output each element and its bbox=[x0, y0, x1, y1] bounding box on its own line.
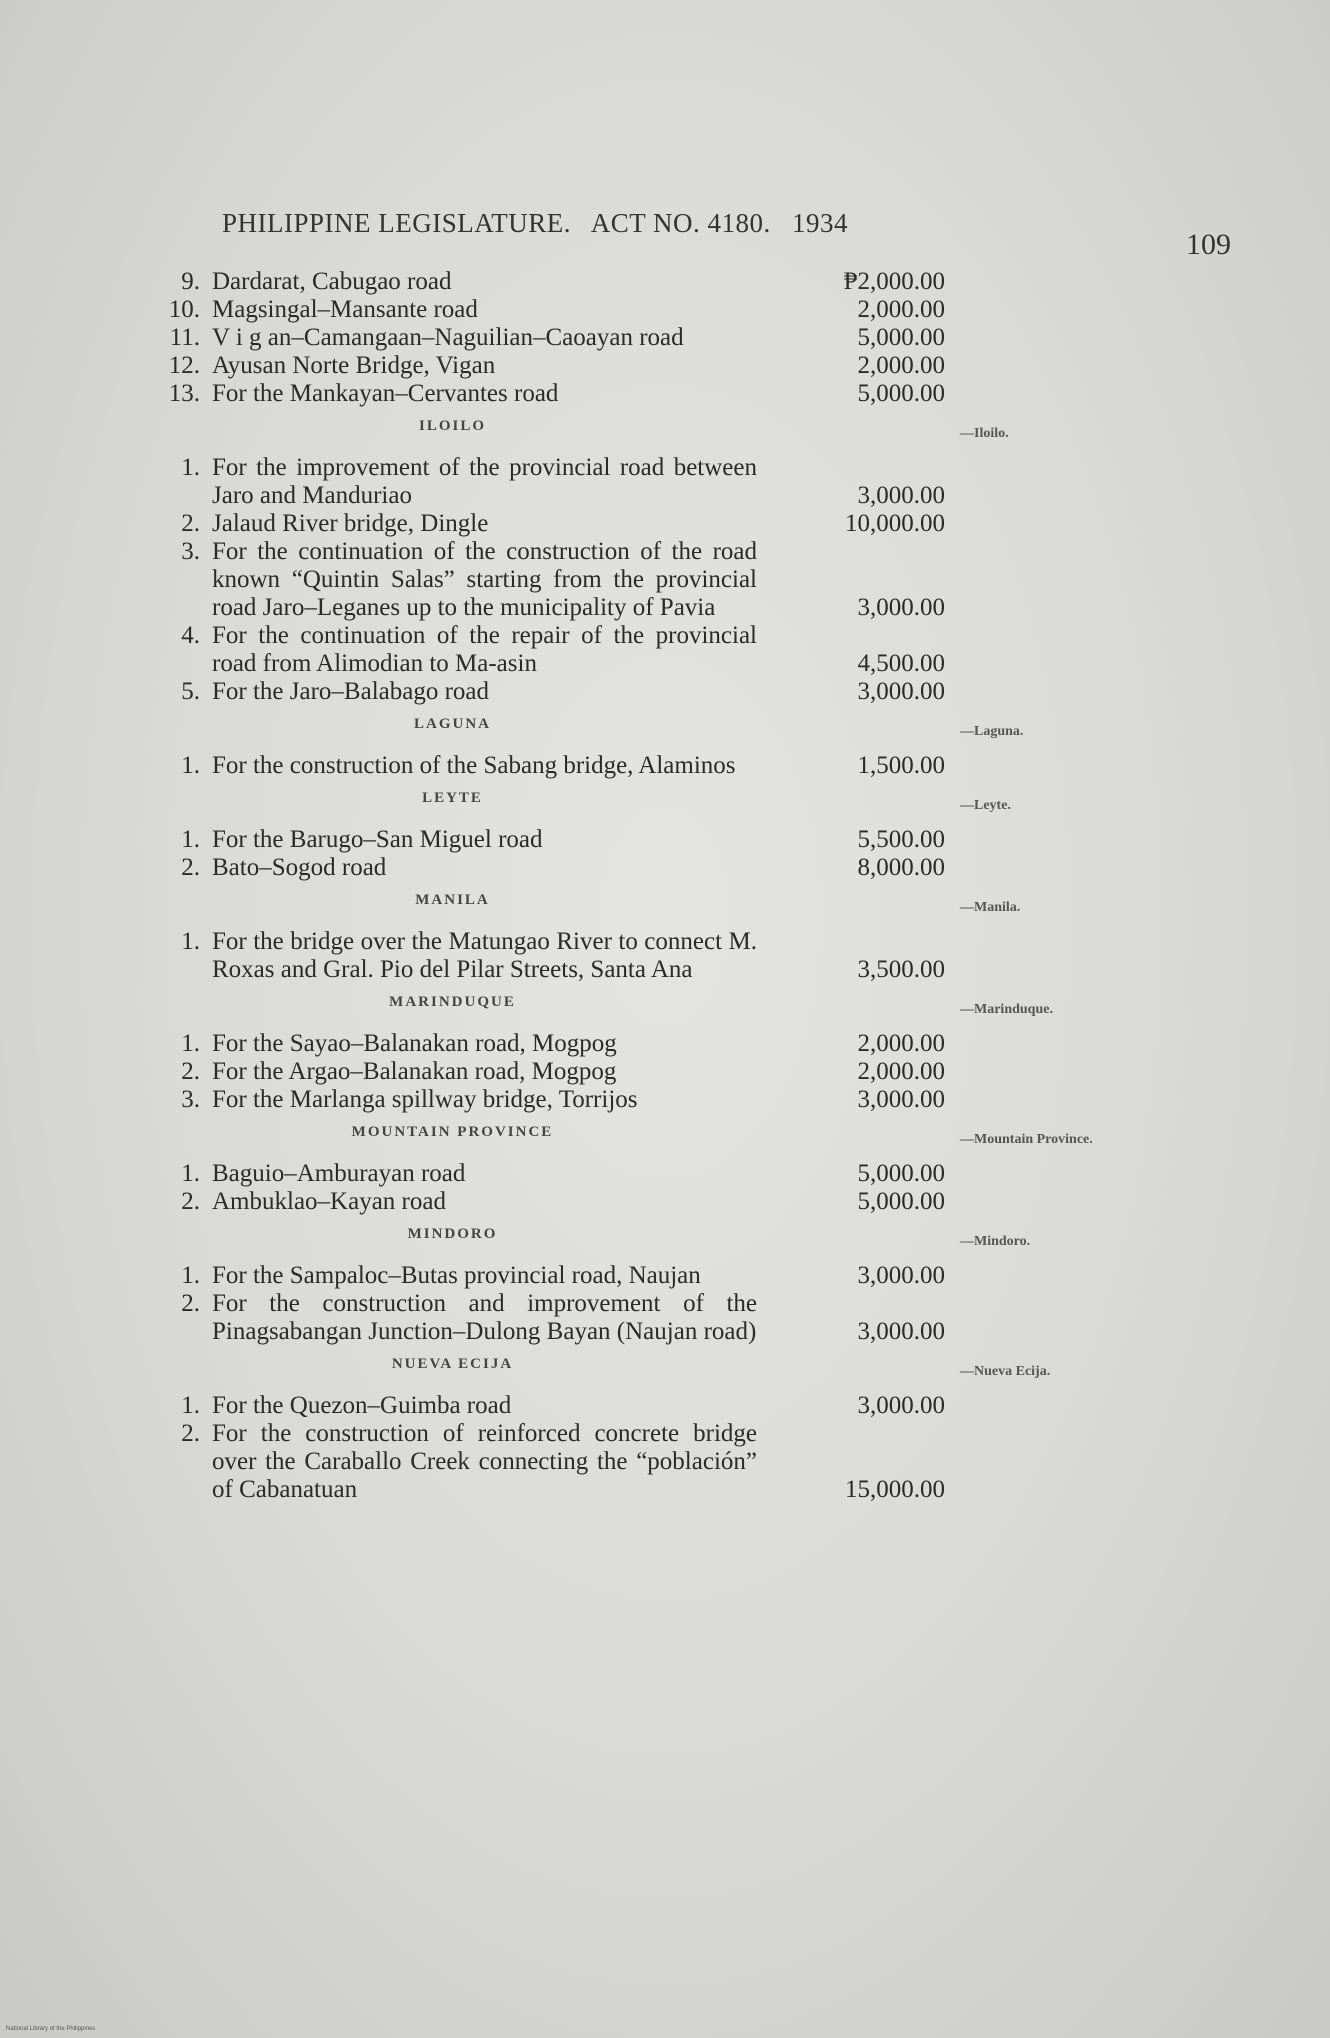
item-amount: 2,000.00 bbox=[857, 296, 945, 323]
line-item bbox=[150, 268, 1150, 296]
item-number: 9. bbox=[181, 268, 200, 295]
item-amount: 1,500.00 bbox=[857, 752, 945, 779]
item-number: 2. bbox=[181, 1058, 200, 1085]
item-amount: 2,000.00 bbox=[857, 1058, 945, 1085]
section-heading bbox=[150, 1216, 1150, 1262]
section-name: MANILA bbox=[415, 892, 490, 908]
line-item bbox=[150, 352, 1150, 380]
item-amount: 5,000.00 bbox=[857, 1188, 945, 1215]
line-item bbox=[150, 1030, 1150, 1058]
line-item bbox=[150, 928, 1150, 984]
item-number: 1. bbox=[181, 1262, 200, 1289]
margin-note: —Laguna. bbox=[960, 724, 1024, 739]
item-number: 1. bbox=[181, 1030, 200, 1057]
item-description: For the construction of reinforced concrete bridge over the Caraballo Creek connecting the “población” of Cabanatuan bbox=[212, 1420, 757, 1503]
line-item bbox=[150, 1058, 1150, 1086]
item-amount: 2,000.00 bbox=[857, 1030, 945, 1057]
item-number: 1. bbox=[181, 1160, 200, 1187]
line-item bbox=[150, 380, 1150, 408]
item-number: 2. bbox=[181, 854, 200, 881]
item-amount: 3,000.00 bbox=[857, 1392, 945, 1419]
item-amount: 2,000.00 bbox=[857, 352, 945, 379]
margin-note: —Mountain Province. bbox=[960, 1132, 1093, 1147]
item-number: 12. bbox=[168, 352, 200, 379]
header-act: ACT NO. 4180. bbox=[590, 208, 771, 238]
item-description: Magsingal–Mansante road bbox=[212, 296, 478, 323]
item-description: Ambuklao–Kayan road bbox=[212, 1188, 446, 1215]
item-description: For the Barugo–San Miguel road bbox=[212, 826, 543, 853]
line-item bbox=[150, 1086, 1150, 1114]
header-legislature: PHILIPPINE LEGISLATURE. bbox=[222, 208, 571, 238]
item-number: 4. bbox=[181, 622, 200, 649]
item-description: For the Mankayan–Cervantes road bbox=[212, 380, 559, 407]
item-description: Jalaud River bridge, Dingle bbox=[212, 510, 489, 537]
line-item bbox=[150, 324, 1150, 352]
item-number: 2. bbox=[181, 1420, 200, 1447]
margin-note: —Iloilo. bbox=[960, 426, 1009, 441]
line-item bbox=[150, 678, 1150, 706]
item-amount: 3,000.00 bbox=[857, 1318, 945, 1345]
item-number: 2. bbox=[181, 1188, 200, 1215]
item-number: 1. bbox=[181, 454, 200, 481]
line-item bbox=[150, 1188, 1150, 1216]
line-item bbox=[150, 1392, 1150, 1420]
line-item bbox=[150, 1262, 1150, 1290]
item-amount: ₱2,000.00 bbox=[843, 268, 945, 295]
item-description: For the continuation of the repair of the provincial road from Alimodian to Ma-asin bbox=[212, 622, 757, 677]
section-heading bbox=[150, 408, 1150, 454]
item-amount: 5,500.00 bbox=[857, 826, 945, 853]
margin-note: —Manila. bbox=[960, 900, 1021, 915]
item-amount: 3,000.00 bbox=[857, 1262, 945, 1289]
item-description: For the continuation of the construction of the road known “Quintin Salas” starting from the provincial road Jaro–Leganes up to the municipality of Pavia bbox=[212, 538, 757, 621]
item-description: For the Quezon–Guimba road bbox=[212, 1392, 512, 1419]
section-name: MOUNTAIN PROVINCE bbox=[351, 1124, 554, 1140]
margin-note: —Leyte. bbox=[960, 798, 1011, 813]
item-number: 5. bbox=[181, 678, 200, 705]
line-item bbox=[150, 826, 1150, 854]
line-item bbox=[150, 1160, 1150, 1188]
item-description: Baguio–Amburayan road bbox=[212, 1160, 466, 1187]
footer-credit: National Library of the Philippines bbox=[6, 2026, 96, 2032]
item-description: For the construction and improvement of the Pinagsabangan Junction–Dulong Bayan (Naujan road) bbox=[212, 1290, 757, 1345]
section-name: ILOILO bbox=[418, 418, 487, 434]
item-number: 3. bbox=[181, 1086, 200, 1113]
item-amount: 3,000.00 bbox=[857, 678, 945, 705]
section-heading bbox=[150, 1114, 1150, 1160]
item-number: 1. bbox=[181, 826, 200, 853]
item-amount: 10,000.00 bbox=[845, 510, 945, 537]
item-number: 2. bbox=[181, 510, 200, 537]
item-number: 10. bbox=[168, 296, 200, 323]
section-name: NUEVA ECIJA bbox=[391, 1356, 514, 1372]
line-item bbox=[150, 538, 1150, 622]
item-description: For the Sampaloc–Butas provincial road, Naujan bbox=[212, 1262, 701, 1289]
item-description: For the construction of the Sabang bridge, Alaminos bbox=[212, 752, 736, 779]
section-heading bbox=[150, 882, 1150, 928]
item-amount: 4,500.00 bbox=[857, 650, 945, 677]
item-description: Dardarat, Cabugao road bbox=[212, 268, 452, 295]
item-description: V i g an–Camangaan–Naguilian–Caoayan road bbox=[212, 324, 684, 351]
item-amount: 5,000.00 bbox=[857, 1160, 945, 1187]
item-description: Bato–Sogod road bbox=[212, 854, 387, 881]
line-item bbox=[150, 752, 1150, 780]
item-amount: 3,000.00 bbox=[857, 1086, 945, 1113]
item-amount: 5,000.00 bbox=[857, 380, 945, 407]
section-heading bbox=[150, 984, 1150, 1030]
item-description: For the Jaro–Balabago road bbox=[212, 678, 490, 705]
line-item bbox=[150, 454, 1150, 510]
item-number: 1. bbox=[181, 752, 200, 779]
item-description: For the bridge over the Matungao River to connect M. Roxas and Gral. Pio del Pilar Streets, Santa Ana bbox=[212, 928, 757, 983]
item-number: 1. bbox=[181, 1392, 200, 1419]
item-number: 11. bbox=[169, 324, 200, 351]
item-number: 13. bbox=[168, 380, 200, 407]
section-name: LAGUNA bbox=[413, 716, 491, 732]
item-description: Ayusan Norte Bridge, Vigan bbox=[212, 352, 496, 379]
line-item bbox=[150, 622, 1150, 678]
line-item bbox=[150, 296, 1150, 324]
item-amount: 8,000.00 bbox=[857, 854, 945, 881]
item-amount: 5,000.00 bbox=[857, 324, 945, 351]
margin-note: —Nueva Ecija. bbox=[960, 1364, 1051, 1379]
item-amount: 15,000.00 bbox=[845, 1476, 945, 1503]
item-description: For the Argao–Balanakan road, Mogpog bbox=[212, 1058, 617, 1085]
section-heading bbox=[150, 706, 1150, 752]
margin-note: —Marinduque. bbox=[960, 1002, 1053, 1017]
page-number: 109 bbox=[1186, 228, 1231, 261]
line-item bbox=[150, 510, 1150, 538]
line-item bbox=[150, 854, 1150, 882]
running-header bbox=[222, 208, 1122, 239]
item-description: For the Sayao–Balanakan road, Mogpog bbox=[212, 1030, 617, 1057]
appropriations-list bbox=[150, 268, 1150, 1504]
header-year: 1934 bbox=[792, 208, 849, 238]
item-amount: 3,000.00 bbox=[857, 594, 945, 621]
margin-note: —Mindoro. bbox=[960, 1234, 1031, 1249]
line-item bbox=[150, 1290, 1150, 1346]
item-amount: 3,000.00 bbox=[857, 482, 945, 509]
section-name: MARINDUQUE bbox=[389, 994, 516, 1010]
section-name: MINDORO bbox=[407, 1226, 498, 1242]
line-item bbox=[150, 1420, 1150, 1504]
item-number: 3. bbox=[181, 538, 200, 565]
item-description: For the improvement of the provincial road between Jaro and Manduriao bbox=[212, 454, 757, 509]
section-heading bbox=[150, 1346, 1150, 1392]
item-number: 2. bbox=[181, 1290, 200, 1317]
section-heading bbox=[150, 780, 1150, 826]
item-amount: 3,500.00 bbox=[857, 956, 945, 983]
item-description: For the Marlanga spillway bridge, Torrijos bbox=[212, 1086, 638, 1113]
item-number: 1. bbox=[181, 928, 200, 955]
section-name: LEYTE bbox=[422, 790, 483, 806]
